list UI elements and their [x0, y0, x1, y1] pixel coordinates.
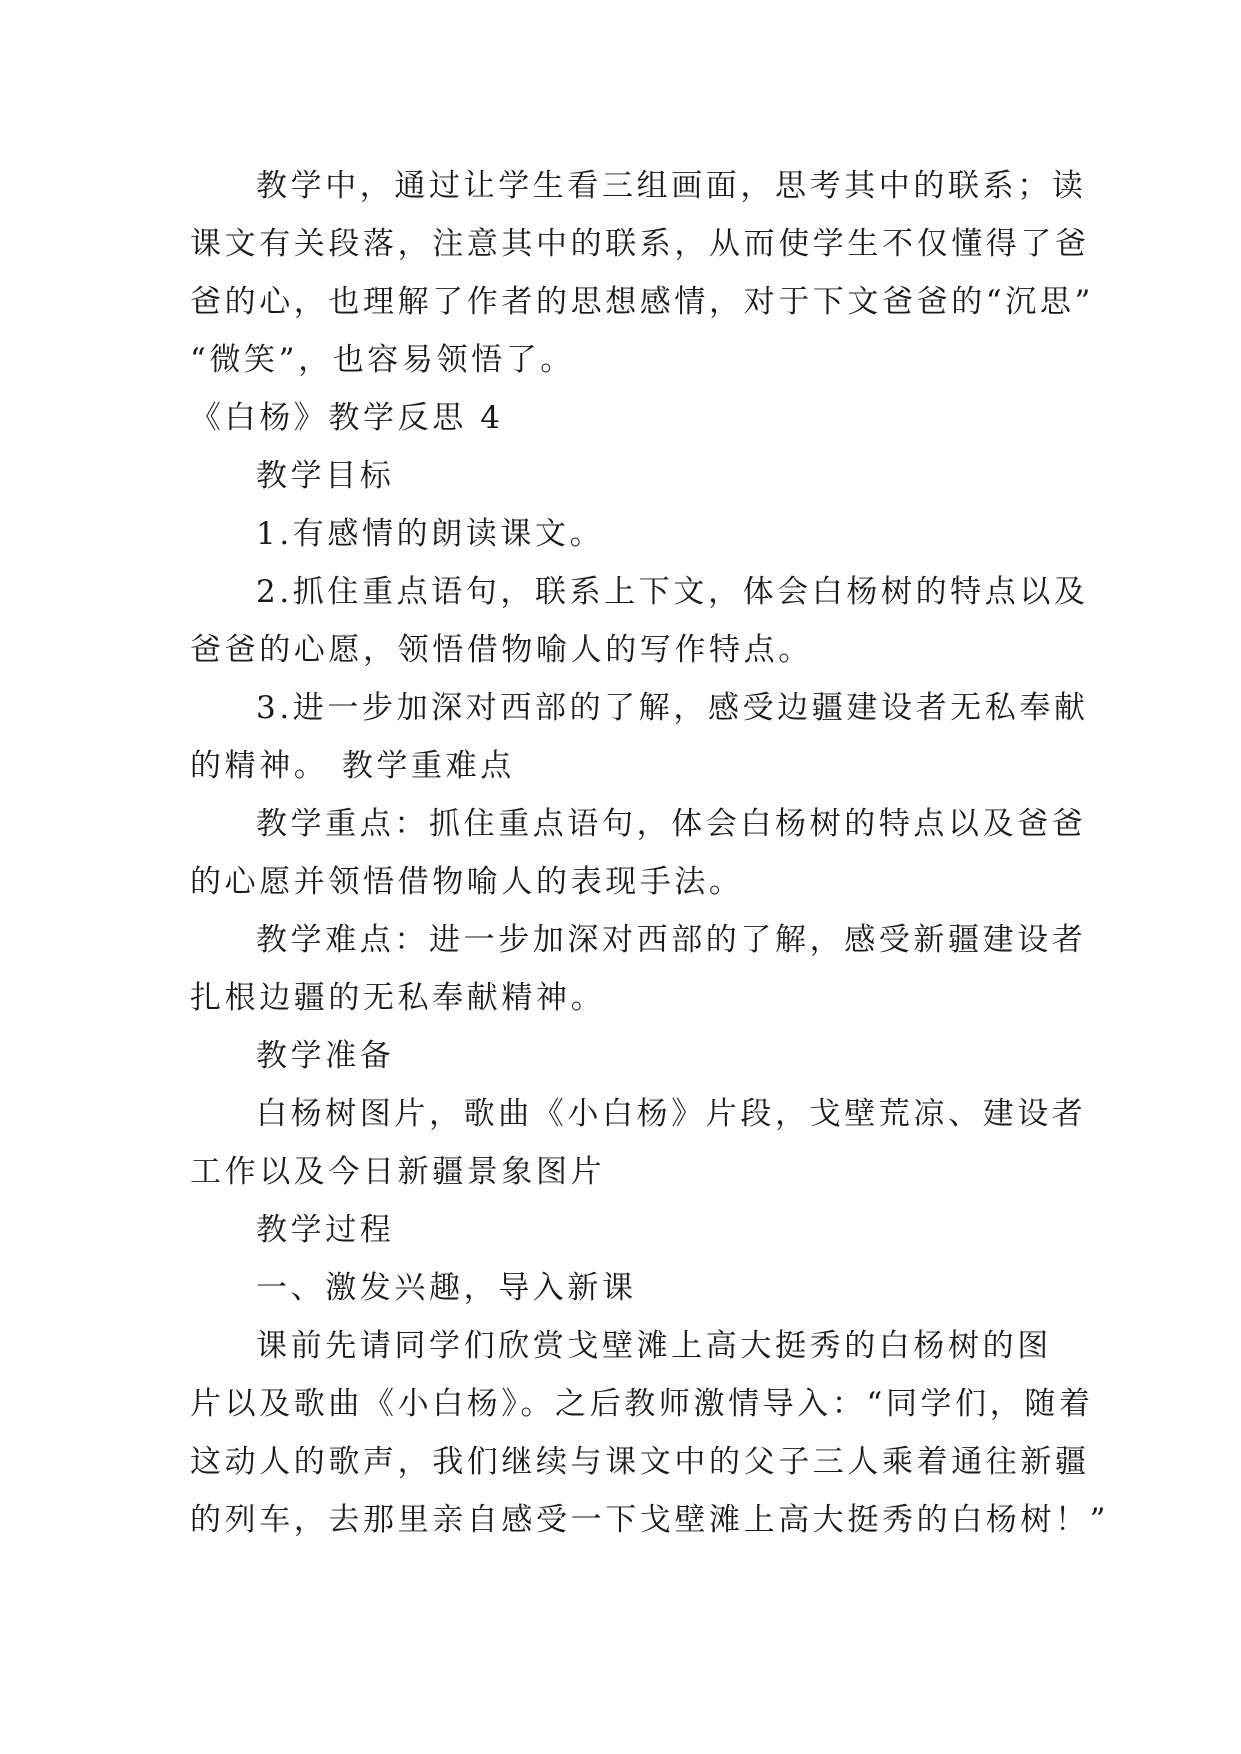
paragraph-line: 教学难点：进一步加深对西部的了解，感受新疆建设者	[256, 922, 1087, 958]
list-item: 2.抓住重点语句，联系上下文，体会白杨树的特点以及	[256, 574, 1089, 610]
subheading-process: 教学过程	[256, 1212, 395, 1248]
subheading-preparation: 教学准备	[256, 1038, 395, 1074]
paragraph-line: 教学重点：抓住重点语句，体会白杨树的特点以及爸爸	[256, 806, 1087, 842]
list-item: 3.进一步加深对西部的了解，感受边疆建设者无私奉献	[256, 690, 1089, 726]
paragraph-line: 的精神。 教学重难点	[190, 748, 515, 784]
paragraph-line: 片以及歌曲《小白杨》。之后教师激情导入：“同学们，随着	[190, 1386, 1094, 1422]
paragraph-line: 的心愿并领悟借物喻人的表现手法。	[190, 864, 744, 900]
paragraph-line: 的列车，去那里亲自感受一下戈壁滩上高大挺秀的白杨树！”	[190, 1502, 1110, 1538]
paragraph-line: 扎根边疆的无私奉献精神。	[190, 980, 606, 1016]
paragraph-line: 爸的心，也理解了作者的思想感情，对于下文爸爸的“沉思”	[190, 284, 1094, 320]
section-heading: 《白杨》教学反思 4	[190, 400, 504, 436]
paragraph-line: 白杨树图片，歌曲《小白杨》片段，戈壁荒凉、建设者	[256, 1096, 1087, 1132]
paragraph-line: 爸爸的心愿，领悟借物喻人的写作特点。	[190, 632, 813, 668]
list-item: 1.有感情的朗读课文。	[256, 516, 605, 552]
paragraph-line: 课前先请同学们欣赏戈壁滩上高大挺秀的白杨树的图	[256, 1328, 1052, 1364]
paragraph-line: “微笑”，也容易领悟了。	[190, 342, 575, 378]
subheading-step-one: 一、激发兴趣，导入新课	[256, 1270, 637, 1306]
paragraph-line: 工作以及今日新疆景象图片	[190, 1154, 606, 1190]
paragraph-line: 课文有关段落，注意其中的联系，从而使学生不仅懂得了爸	[190, 226, 1090, 262]
subheading-teaching-goals: 教学目标	[256, 458, 395, 494]
paragraph-line: 教学中，通过让学生看三组画面，思考其中的联系；读	[256, 168, 1087, 204]
paragraph-line: 这动人的歌声，我们继续与课文中的父子三人乘着通往新疆	[190, 1444, 1090, 1480]
